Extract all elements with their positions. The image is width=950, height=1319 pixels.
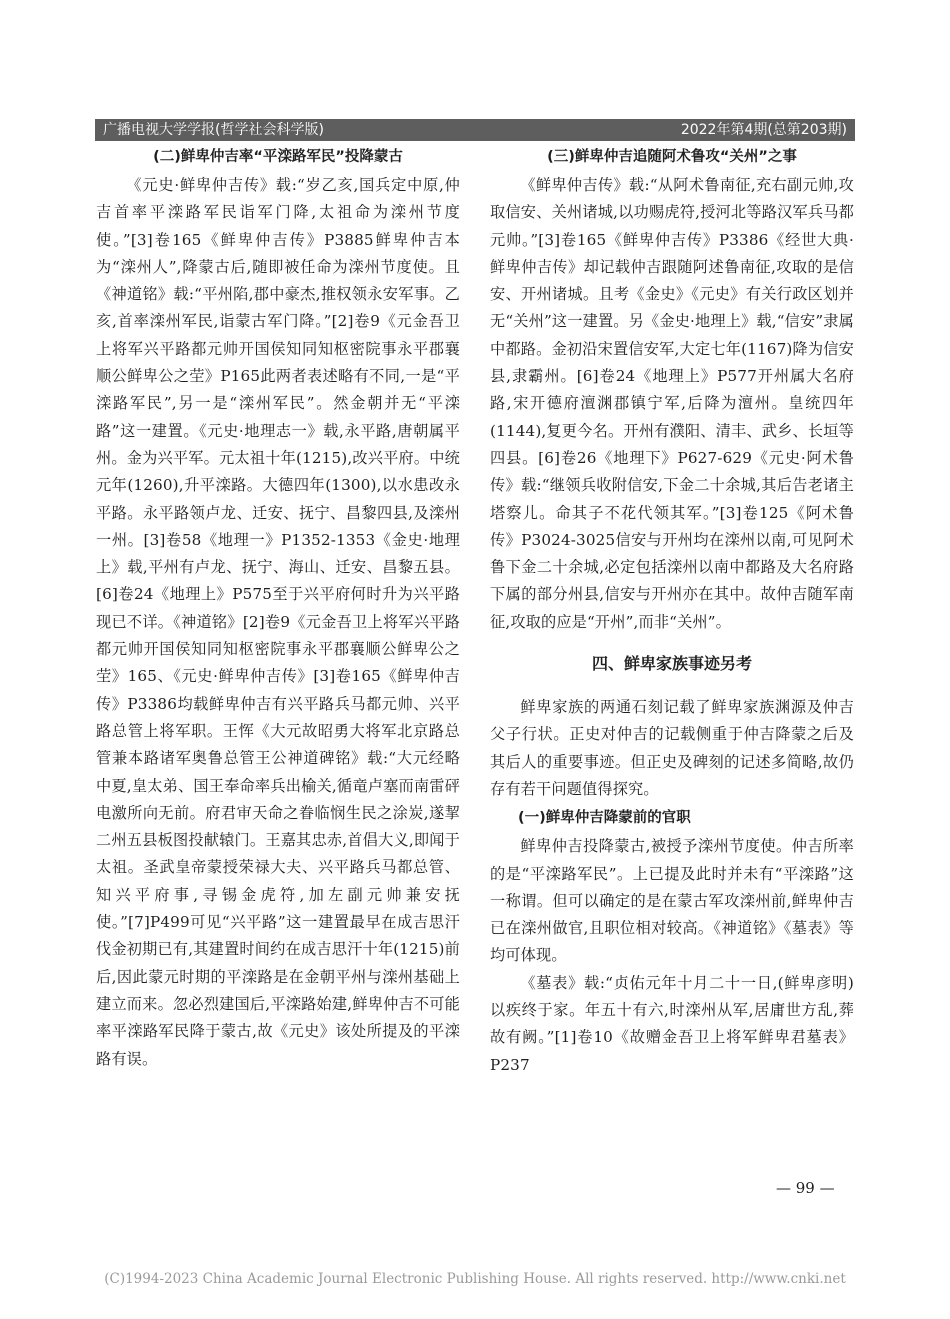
body-paragraph: 鲜卑仲吉投降蒙古,被授予滦州节度使。仲吉所率的是“平滦路军民”。上已提及此时并未有“平滦路”这一称谓。但可以确定的是在蒙古军攻滦州前,鲜卑仲吉已在滦州做官,且职位相对较高。《神道铭》《墓表》等均可体现。 (490, 837, 854, 965)
journal-title: 广播电视大学学报(哲学社会科学版) (103, 122, 324, 138)
subsection-heading-1: (一)鲜卑仲吉降蒙前的官职 (518, 810, 691, 827)
issue-info: 2022年第4期(总第203期) (680, 122, 847, 138)
right-column (490, 146, 854, 1079)
body-paragraph: 《鲜卑仲吉传》载:“从阿术鲁南征,充右副元帅,攻取信安、关州诸城,以功赐虎符,授河北等路汉军兵马都元帅。”[3]卷165《鲜卑仲吉传》P3386《经世大典·鲜卑仲吉传》却记载仲吉跟随阿述鲁南征,攻取的是信安、开州诸城。且考《金史》《元史》有关行政区划并无“关州”这一建置。另《金史·地理上》载,“信安”隶属中都路。金初沿宋置信安军,大定七年(1167)降为信安县,隶霸州。[6]卷24《地理上》P577开州属大名府路,宋开德府澶渊郡镇宁军,后降为澶州。皇统四年(1144),复更今名。开州有濮阳、清丰、武乡、长垣等四县。[6]卷26《地理下》P627-629《元史·阿术鲁传》载:“继领兵收附信安,下金二十余城,其后告老诸主塔察儿。命其子不花代领其军。”[3]卷125《阿术鲁传》P3024-3025信安与开州均在滦州以南,可见阿术鲁下金二十余城,必定包括滦州以南中都路及大名府路下属的部分州县,信安与开州亦在其中。故仲吉随军南征,攻取的应是“开州”,而非“关州”。 (490, 176, 854, 631)
body-paragraph: 《墓表》载:“贞佑元年十月二十一日,(鲜卑彦明)以疾终于家。年五十有六,时滦州从军,居庸世方乱,葬故有阙。”[1]卷10《故赠金吾卫上将军鲜卑君墓表》P237 (490, 973, 854, 1074)
journal-header-bar (95, 119, 855, 141)
copyright-footer: (C)1994-2023 China Academic Journal Electronic Publishing House. All rights reserved. http://www.cnki.net (104, 1271, 846, 1287)
page-number: — 99 — (776, 1179, 835, 1197)
chapter-title: 四、鲜卑家族事迹另考 (591, 654, 752, 674)
body-paragraph: 鲜卑家族的两通石刻记载了鲜卑家族渊源及仲吉父子行状。正史对仲吉的记载侧重于仲吉降蒙之后及其后人的重要事迹。但正史及碑刻的记述多简略,故仍存有若干问题值得探究。 (490, 698, 854, 798)
section-heading-2: (二)鲜卑仲吉率“平滦路军民”投降蒙古 (153, 149, 403, 165)
left-column (96, 146, 460, 1073)
body-paragraph: 《元史·鲜卑仲吉传》载:“岁乙亥,国兵定中原,仲吉首率平滦路军民诣军门降,太祖命为滦州节度使。”[3]卷165《鲜卑仲吉传》P3885鲜卑仲吉本为“滦州人”,降蒙古后,随即被任命为滦州节度使。且《神道铭》载:“平州陷,郡中豪杰,推权领永安军事。乙亥,首率滦州军民,诣蒙古军门降。”[2]卷9《元金吾卫上将军兴平路都元帅开国侯知同知枢密院事永平郡襄顺公鲜卑公之茔》P165此两者表述略有不同,一是“平滦路军民”,另一是“滦州军民”。然金朝并无“平滦路”这一建置。《元史·地理志一》载,永平路,唐朝属平州。金为兴平军。元太祖十年(1215),改兴平府。中统元年(1260),升平滦路。大德四年(1300),以水患改永平路。永平路领卢龙、迁安、抚宁、昌黎四县,及滦州一州。[3]卷58《地理一》P1352-1353《金史·地理上》载,平州有卢龙、抚宁、海山、迁安、昌黎五县。[6]卷24《地理上》P575至于兴平府何时升为兴平路现已不详。《神道铭》[2]卷9《元金吾卫上将军兴平路都元帅开国侯知同知枢密院事永平郡襄顺公鲜卑公之茔》165、《元史·鲜卑仲吉传》[3]卷165《鲜卑仲吉传》P3386均载鲜卑仲吉有兴平路兵马都元帅、兴平路总管上将军职。王恽《大元故昭勇大将军北京路总管兼本路诸军奥鲁总管王公神道碑铭》载:“大元经略中夏,皇太弟、国王奉命率兵出榆关,循竜卢塞而南雷砰电激所向无前。府君审天命之眷临悯生民之涂炭,遂挈二州五县板图投献辕门。王嘉其忠赤,首倡大义,即闻于太祖。圣武皇帝蒙授荣禄大夫、兴平路兵马都总管、知兴平府事,寻锡金虎符,加左副元帅兼安抚使。”[7]P499可见“兴平路”这一建置最早在成吉思汗伐金初期已有,其建置时间约在成吉思汗十年(1215)前后,因此蒙元时期的平滦路是在金朝平州与滦州基础上建立而来。忽必烈建国后,平滦路始建,鲜卑仲吉不可能率平滦路军民降于蒙古,故《元史》该处所提及的平滦路有误。 (96, 176, 460, 1068)
section-heading-3: (三)鲜卑仲吉追随阿术鲁攻“关州”之事 (547, 149, 797, 165)
